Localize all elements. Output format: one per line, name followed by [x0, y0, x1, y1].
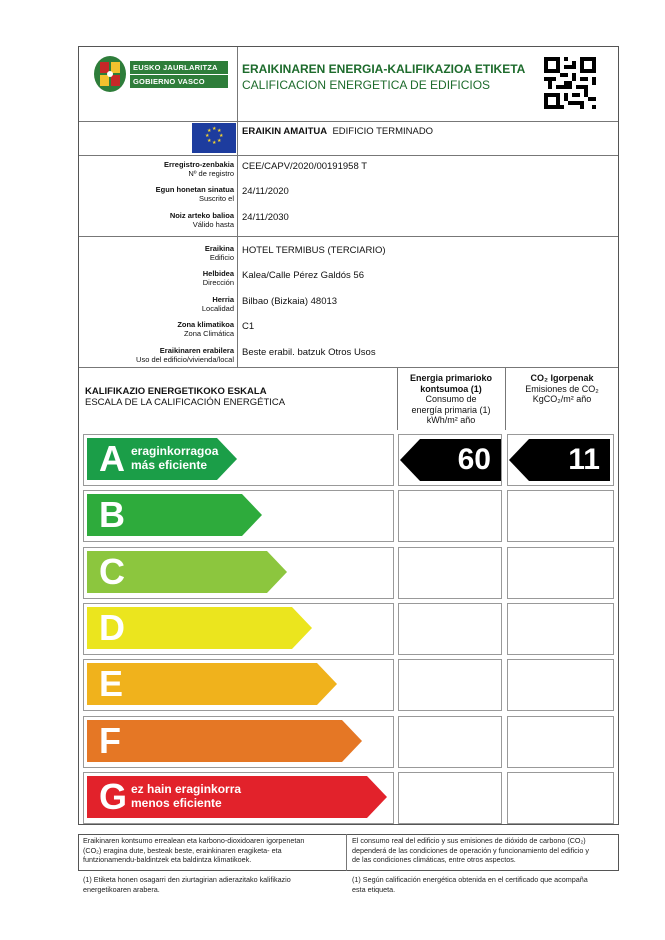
gobierno-vasco-logo: [93, 55, 229, 93]
emissions-cell: [507, 547, 614, 599]
consumption-cell: [398, 659, 502, 711]
emissions-cell: [507, 490, 614, 542]
label-eu: Erregistro-zenbakia: [163, 160, 234, 169]
divider: [237, 47, 238, 367]
org-name-es: GOBIERNO VASCO: [130, 75, 228, 88]
divider: [346, 834, 347, 871]
consumption-cell: [398, 716, 502, 768]
class-letter: B: [99, 494, 125, 535]
consumption-value: 60: [457, 443, 491, 476]
building-name-label: [205, 244, 234, 262]
footer-text-eu: [83, 836, 304, 865]
building-use-label: [136, 346, 234, 364]
valid-until-value: 24/11/2030: [242, 212, 289, 223]
label-es: Localidad: [201, 304, 234, 313]
address-value: Kalea/Calle Pérez Galdós 56: [242, 270, 364, 281]
scale-title-es: ESCALA DE LA CALIFICACIÓN ENERGÉTICA: [85, 397, 286, 408]
divider: [79, 236, 618, 237]
class-letter: G: [99, 776, 128, 817]
label-eu: Herria: [212, 295, 234, 304]
footnote-line: esta etiqueta.: [352, 884, 396, 894]
label-title-es: CALIFICACION ENERGETICA DE EDIFICIOS: [242, 78, 491, 92]
emissions-cell: [507, 659, 614, 711]
emissions-value: 11: [568, 443, 600, 476]
label-es: Dirección: [202, 278, 234, 287]
class-d-arrow: [87, 607, 312, 647]
svg-text:★: ★: [212, 126, 217, 132]
building-status-es: EDIFICIO TERMINADO: [332, 126, 434, 137]
class-e-arrow: [87, 663, 337, 703]
footnote-es: [352, 875, 588, 894]
svg-text:★: ★: [212, 140, 217, 146]
label-title-eu: ERAIKINAREN ENERGIA-KALIFIKAZIOA ETIKETA: [242, 62, 526, 76]
eu-flag-icon: [192, 123, 236, 153]
header-line: Consumo de: [425, 394, 477, 404]
class-letter: A: [99, 438, 125, 479]
label-eu: Helbidea: [202, 269, 234, 278]
header-line: kWh/m² año: [426, 415, 476, 425]
class-c-arrow: [87, 551, 287, 591]
class-caption-eu: eraginkorragoa: [131, 444, 219, 458]
class-letter: F: [99, 720, 121, 761]
building-use-value: Beste erabil. batzuk Otros Usos: [242, 347, 376, 358]
valid-until-label: [170, 211, 234, 229]
class-arrow-shape: [87, 720, 362, 762]
label-eu: Eraikinaren erabilera: [159, 346, 234, 355]
label-es: Edificio: [209, 253, 234, 262]
label-es: Válido hasta: [192, 220, 234, 229]
divider: [79, 367, 618, 368]
label-es: Nº de registro: [188, 169, 234, 178]
registry-number-value: CEE/CAPV/2020/00191958 T: [242, 161, 367, 172]
class-letter: C: [99, 551, 125, 592]
consumption-cell: [398, 490, 502, 542]
header-line: Energia primarioko: [409, 373, 493, 383]
footer-line: funtzionamendu-baldintzek eta baldintza klimatikoek.: [83, 855, 252, 864]
footer-line: dependerá de las condiciones de operación y funcionamiento del edificio y: [352, 845, 589, 855]
footer-text-es: [352, 836, 589, 865]
divider: [79, 121, 618, 122]
emissions-indicator: [509, 439, 610, 481]
climate-zone-value: C1: [242, 321, 255, 332]
footer-line: (CO₂) eragina dute, besteak beste, erainkinaren eragiketa- eta: [83, 845, 282, 855]
emissions-cell: [507, 603, 614, 655]
header-line: kontsumoa (1): [420, 383, 482, 394]
class-letter: E: [99, 663, 124, 704]
consumption-cell: [398, 603, 502, 655]
registry-number-label: [164, 160, 234, 178]
svg-text:★: ★: [217, 128, 222, 134]
label-eu: Zona klimatikoa: [177, 320, 234, 329]
label-es: Suscrito el: [198, 194, 234, 203]
svg-text:★: ★: [219, 133, 224, 139]
building-status-eu: ERAIKIN AMAITUA: [242, 126, 328, 137]
svg-text:★: ★: [207, 128, 212, 134]
emissions-cell: [507, 716, 614, 768]
coat-of-arms-icon: [93, 55, 127, 93]
class-g-arrow: [87, 776, 387, 816]
consumption-indicator: [400, 439, 501, 481]
label-eu: Eraikina: [204, 244, 234, 253]
consumption-cell: [398, 772, 502, 824]
footer-line: Eraikinaren kontsumo errealean eta karbono-dioxidoaren igorpenetan: [83, 836, 305, 845]
address-label: [203, 269, 234, 287]
class-f-arrow: [87, 720, 362, 760]
emissions-cell: [507, 772, 614, 824]
label-eu: Noiz arteko balioa: [169, 211, 234, 220]
class-b-arrow: [87, 494, 262, 534]
building-name-value: HOTEL TERMIBUS (TERCIARIO): [242, 245, 386, 256]
emissions-column-header: [505, 373, 619, 405]
label-eu: Egun honetan sinatua: [155, 185, 234, 194]
footnote-line: energetikoaren arabera.: [83, 884, 160, 894]
locality-value: Bilbao (Bizkaia) 48013: [242, 296, 338, 307]
signed-date-value: 24/11/2020: [242, 186, 289, 197]
class-arrow-shape: [87, 663, 337, 705]
locality-label: [202, 295, 234, 313]
class-caption-eu: ez hain eraginkorra: [131, 782, 242, 796]
svg-text:★: ★: [217, 138, 222, 144]
svg-text:★: ★: [207, 138, 212, 144]
footer-line: de las condiciones climáticas, entre otros aspectos.: [352, 855, 516, 864]
footnote-eu: [83, 875, 291, 894]
signed-date-label: [156, 185, 234, 203]
org-name-eu: EUSKO JAURLARITZA: [130, 61, 228, 74]
footnote-line: (1) Según calificación energética obtenida en el certificado que acompaña: [352, 875, 588, 884]
header-line: energía primaria (1): [411, 404, 491, 415]
class-a-arrow: [87, 438, 237, 478]
consumption-cell: [398, 547, 502, 599]
building-status: [242, 126, 433, 137]
label-es: Uso del edificio/vivienda/local: [136, 355, 234, 364]
class-caption-es: menos eficiente: [131, 796, 222, 810]
svg-text:★: ★: [205, 133, 210, 139]
climate-zone-label: [177, 320, 234, 338]
qr-code-icon: [544, 57, 596, 109]
divider: [79, 155, 618, 156]
footnote-line: (1) Etiketa honen osagarri den ziurtagirian adierazitako kalifikazio: [83, 875, 291, 884]
class-letter: D: [99, 607, 125, 648]
header-line: KgCO₂/m² año: [532, 394, 592, 404]
header-line: CO₂ Igorpenak: [530, 373, 594, 383]
footer-line: El consumo real del edificio y sus emisiones de dióxido de carbono (CO₂): [352, 836, 586, 845]
header-line: Emisiones de CO₂: [525, 383, 599, 394]
scale-title-eu: KALIFIKAZIO ENERGETIKOKO ESKALA: [85, 386, 267, 397]
label-es: Zona Climática: [183, 329, 234, 338]
consumption-column-header: [397, 373, 505, 426]
class-caption-es: más eficiente: [131, 458, 208, 472]
